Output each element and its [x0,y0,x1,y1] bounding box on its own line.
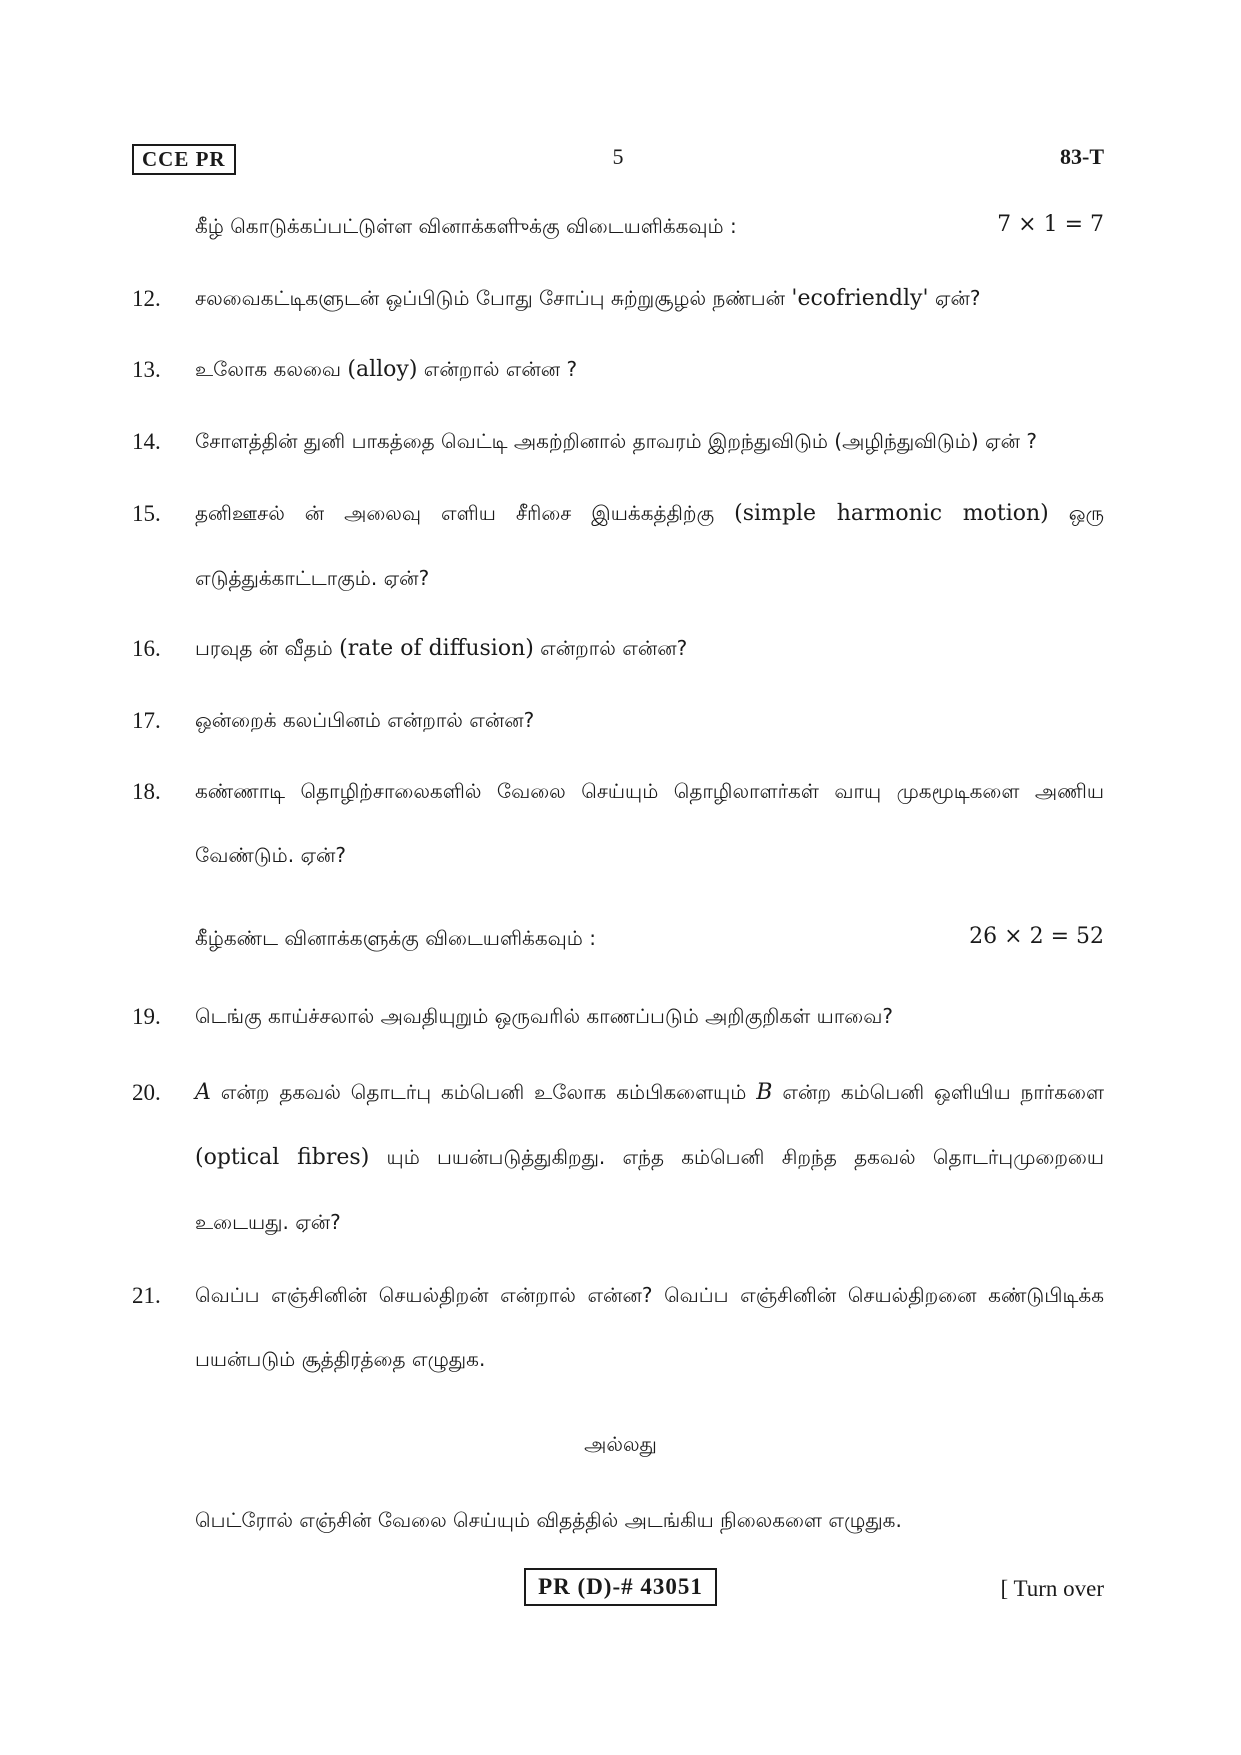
question-text [195,616,1104,681]
variable-a: A [195,1080,211,1105]
question-text [195,337,1104,402]
question-text-part: யும் பயன்படுத்துகிறது. எந்த கம்பெனி சிறந்த தகவல் தொடர்புமுறையை உடையது. ஏன்? [195,1145,1105,1234]
page-header [132,140,1104,176]
question-text: ஒன்றைக் கலப்பினம் என்றால் என்ன? [195,708,535,732]
section-2-marks: 26 × 2 = 52 [969,924,1104,949]
paper-code: 83-T [1060,144,1104,169]
section-1-instruction [195,214,1104,241]
question-text-part: என்ற தகவல் தொடர்பு கம்பெனி உலோக கம்பிகளையும் [210,1080,757,1104]
question-english-term: (alloy) [347,357,418,382]
question-number: 18. [132,779,161,804]
question-english-term: (simple harmonic motion) [734,501,1049,526]
question-number: 14. [132,429,161,454]
question-number: 12. [132,286,161,311]
question-number: 15. [132,501,161,526]
question-text [195,481,1104,610]
header-code-box: CCE PR [132,144,236,175]
question-number: 21. [132,1283,161,1308]
question-number: 20. [132,1080,161,1105]
question-text: வெப்ப எஞ்சினின் செயல்திறன் என்றால் என்ன? வெப்ப எஞ்சினின் செயல்திறனை கண்டுபிடிக்க பயன்படும் சூத்திரத்தை எழுதுக. [195,1283,1104,1371]
question-english-term: (rate of diffusion) [339,636,534,661]
question-text-part: என்றால் என்ன ? [417,357,578,381]
page-number: 5 [612,144,624,169]
footer-code-box: PR (D)-# 43051 [524,1568,717,1606]
section-2-instruction [195,926,1104,953]
question-text-part: உலோக கலவை [195,357,348,381]
question-number: 16. [132,636,161,661]
variable-b: B [756,1080,773,1105]
question-text-part: ஏன்? [928,286,981,310]
question-text-part: தனிஊசல் ன் அலைவு எளிய சீரிசை இயக்கத்திற்கு [195,501,735,525]
section-1-instruction-text: கீழ் கொடுக்கப்பட்டுள்ள வினாக்களிுக்கு விடையளிக்கவும் : [195,214,737,238]
question-text: கண்ணாடி தொழிற்சாலைகளில் வேலை செய்யும் தொழிலாளர்கள் வாயு முகமூடிகளை அணிய வேண்டும். ஏன்? [195,779,1104,867]
question-english-term: (optical fibres) [195,1145,370,1170]
question-text-part: ஒரு எடுத்துக்காட்டாகும். ஏன்? [195,501,1105,590]
question-number: 19. [132,1004,161,1029]
section-2-instruction-text: கீழ்கண்ட வினாக்களுக்கு விடையளிக்கவும் : [195,926,596,950]
question-english-term: 'ecofriendly' [791,286,929,311]
question-text: சோளத்தின் துனி பாகத்தை வெட்டி அகற்றினால் தாவரம் இறந்துவிடும் (அழிந்துவிடும்) ஏன் ? [195,429,1037,453]
question-text-part: என்ற கம்பெனி ஒளியிய நார்களை [772,1080,1105,1104]
question-text-part: பரவுத ன் வீதம் [195,636,340,660]
question-text [195,266,1104,331]
alternative-question: பெட்ரோல் எஞ்சின் வேலை செய்யும் விதத்தில் அடங்கிய நிலைகளை எழுதுக. [195,1508,902,1532]
question-text [195,1060,1104,1254]
question-text-part: என்றால் என்ன? [533,636,688,660]
question-number: 17. [132,708,161,733]
question-text-part: சலவைகட்டிகளுடன் ஒப்பிடும் போது சோப்பு சுற்றுசூழல் நண்பன் [195,286,792,310]
or-separator: அல்லது [584,1432,657,1456]
question-number: 13. [132,357,161,382]
turn-over-label: [ Turn over [1000,1576,1104,1601]
question-text: டெங்கு காய்ச்சலால் அவதியுறும் ஒருவரில் காணப்படும் அறிகுறிகள் யாவை? [195,1004,893,1028]
section-1-marks: 7 × 1 = 7 [997,212,1104,237]
